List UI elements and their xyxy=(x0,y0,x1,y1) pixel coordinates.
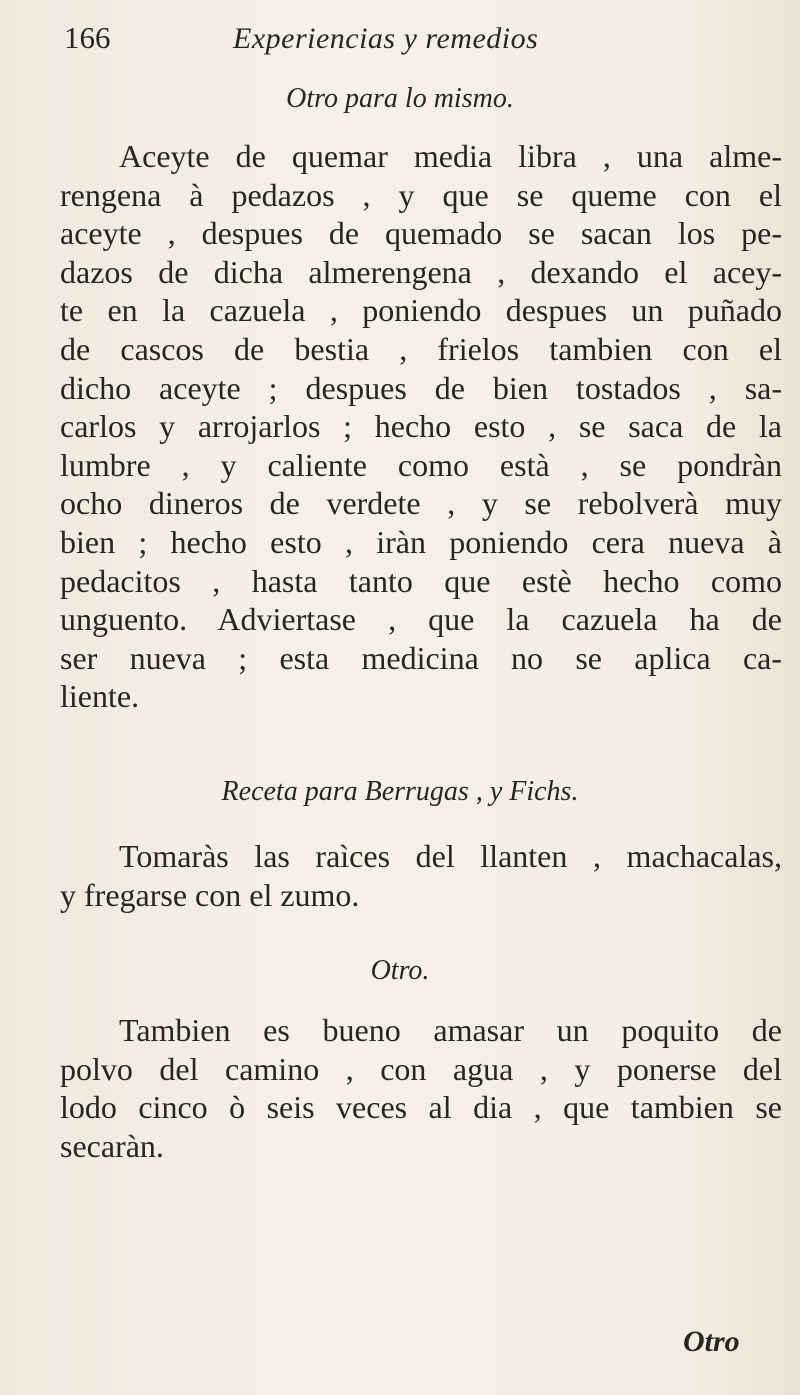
text-line: aceyte , despues de quemado se sacan los pe- xyxy=(60,215,782,252)
catchword: Otro xyxy=(683,1325,740,1358)
section-body-1 xyxy=(60,137,782,716)
text-line: de cascos de bestia , frielos tambien con el xyxy=(60,330,782,367)
text-line: rengena à pedazos , y que se queme con el xyxy=(60,176,782,213)
text-line: lodo cinco ò seis veces al dia , que tambien se xyxy=(60,1089,782,1126)
page-number: 166 xyxy=(64,20,111,55)
text-line: te en la cazuela , poniendo despues un puñado xyxy=(60,292,782,329)
text-line: lumbre , y caliente como està , se pondràn xyxy=(60,446,782,483)
running-head: Experiencias y remedios xyxy=(233,22,539,55)
text-line: Tambien es bueno amasar un poquito de xyxy=(119,1012,782,1048)
section-body-3 xyxy=(60,1011,782,1165)
section-title-3: Otro. xyxy=(370,955,430,986)
text-line: unguento. Adviertase , que la cazuela ha de xyxy=(60,601,782,638)
text-line: pedacitos , hasta tanto que estè hecho como xyxy=(60,562,782,599)
text-line: secaràn. xyxy=(60,1127,164,1164)
text-line: Tomaràs las raìces del llanten , machacalas, xyxy=(119,838,782,874)
page-header xyxy=(0,20,800,70)
text-line: polvo del camino , con agua , y ponerse del xyxy=(60,1050,782,1087)
text-line: carlos y arrojarlos ; hecho esto , se saca de la xyxy=(60,408,782,445)
text-line: dazos de dicha almerengena , dexando el acey- xyxy=(60,253,782,290)
text-line: y fregarse con el zumo. xyxy=(60,876,360,913)
text-line: ocho dineros de verdete , y se rebolverà muy xyxy=(60,485,782,522)
text-line: bien ; hecho esto , iràn poniendo cera nueva à xyxy=(60,523,782,560)
text-line: Aceyte de quemar media libra , una alme- xyxy=(119,138,782,174)
section-title-2: Receta para Berrugas , y Fichs. xyxy=(221,776,579,807)
text-line: ser nueva ; esta medicina no se aplica ca- xyxy=(60,639,782,676)
text-line: dicho aceyte ; despues de bien tostados , sa- xyxy=(60,369,782,406)
section-body-2 xyxy=(60,837,782,914)
text-line: liente. xyxy=(60,678,140,715)
section-title-1: Otro para lo mismo. xyxy=(286,83,514,114)
